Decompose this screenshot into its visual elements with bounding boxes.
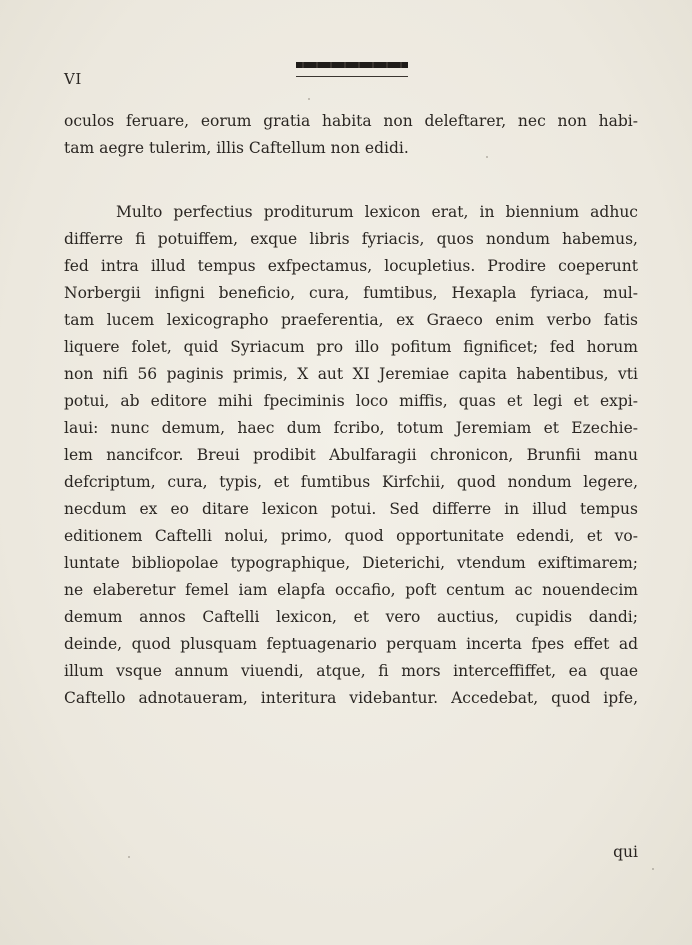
text-line: lem nancifcor. Breui prodibit Abulfaragii chronicon, Brunfii manu xyxy=(64,446,638,464)
header-rule xyxy=(296,76,408,77)
text-line: Norbergii infigni beneficio, cura, fumtibus, Hexapla fyriaca, mul- xyxy=(64,284,638,302)
text-line: editionem Caftelli nolui, primo, quod opportunitate edendi, et vo- xyxy=(64,527,638,545)
paper-speck xyxy=(652,868,654,870)
text-line: potui, ab editore mihi fpeciminis loco miffis, quas et legi et expi- xyxy=(64,392,638,410)
paragraph-2 xyxy=(64,199,638,712)
text-line: fed intra illud tempus exfpectamus, locupletius. Prodire coeperunt xyxy=(64,257,638,275)
text-line: defcriptum, cura, typis, et fumtibus Kirfchii, quod nondum legere, xyxy=(64,473,638,491)
paragraph-1 xyxy=(64,108,638,162)
text-line: liquere folet, quid Syriacum pro illo pofitum fignificet; fed horum xyxy=(64,338,638,356)
text-line: necdum ex eo ditare lexicon potui. Sed differre in illud tempus xyxy=(64,500,638,518)
paper-speck xyxy=(308,98,310,100)
text-line: non nifi 56 paginis primis, X aut XI Jeremiae capita habentibus, vti xyxy=(64,365,638,383)
page-number: VI xyxy=(64,70,82,88)
text-line: Multo perfectius proditurum lexicon erat, in biennium adhuc xyxy=(116,203,638,221)
text-line: differre fi potuiffem, exque libris fyriacis, quos nondum habemus, xyxy=(64,230,638,248)
catchword: qui xyxy=(613,843,638,861)
paper-speck xyxy=(128,856,130,858)
text-line: illum vsque annum viuendi, atque, fi mors interceffiffet, ea quae xyxy=(64,662,638,680)
text-line: tam lucem lexicographo praeferentia, ex Graeco enim verbo fatis xyxy=(64,311,638,329)
text-line: ne elaberetur femel iam elapfa occafio, poft centum ac nouendecim xyxy=(64,581,638,599)
text-line: tam aegre tulerim, illis Caftellum non edidi. xyxy=(64,139,409,157)
text-line: demum annos Caftelli lexicon, et vero auctius, cupidis dandi; xyxy=(64,608,638,626)
text-line: laui: nunc demum, haec dum fcribo, totum Jeremiam et Ezechie- xyxy=(64,419,638,437)
text-line: Caftello adnotaueram, interitura videbantur. Accedebat, quod ipfe, xyxy=(64,689,638,707)
text-line: oculos feruare, eorum gratia habita non deleftarer, nec non habi- xyxy=(64,112,638,130)
header-ornament xyxy=(296,62,408,68)
text-line: deinde, quod plusquam feptuagenario perquam incerta fpes effet ad xyxy=(64,635,638,653)
paper-speck xyxy=(486,156,488,158)
text-line: luntate bibliopolae typographique, Dieterichi, vtendum exiftimarem; xyxy=(64,554,638,572)
